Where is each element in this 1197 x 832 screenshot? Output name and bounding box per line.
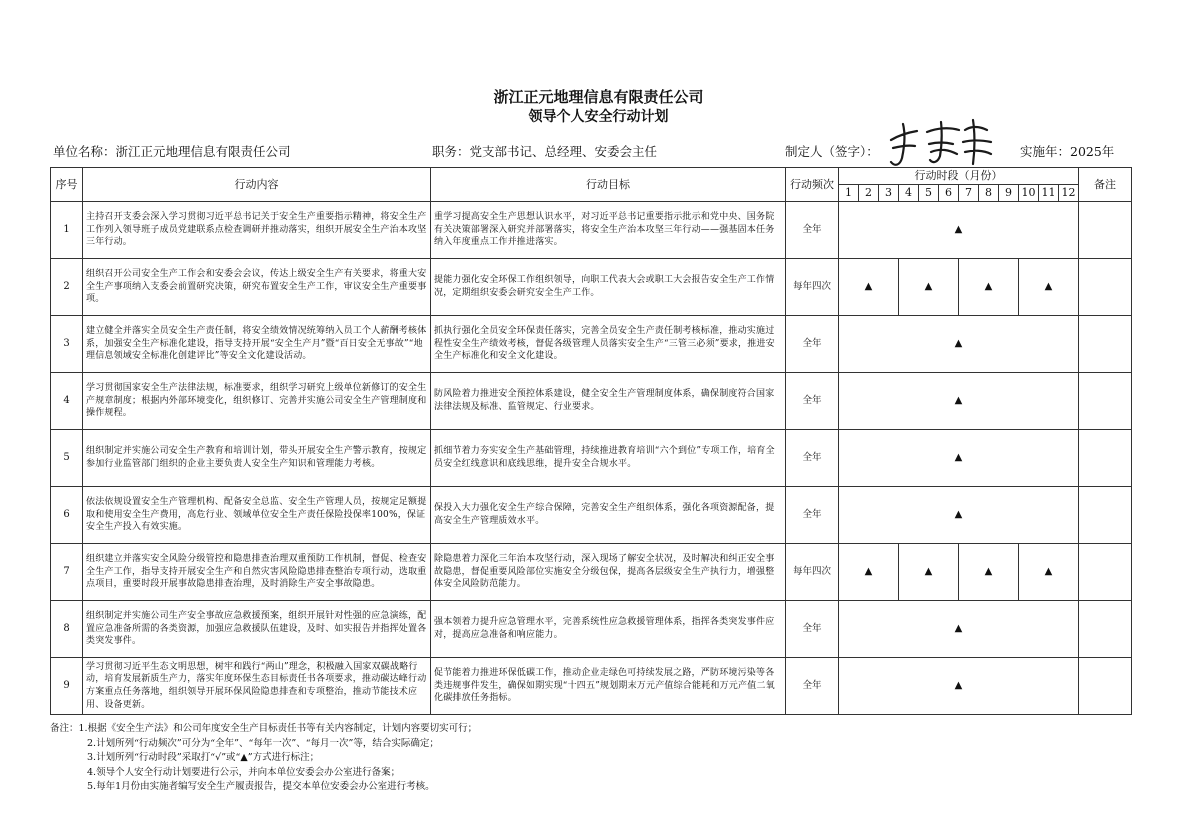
table-row [51,259,1132,316]
col-header-period: 行动时段（月份） [839,168,1079,185]
table-row [51,316,1132,373]
action-goal: 强本领着力提升应急管理水平，完善系统性应急救援管理体系，指挥各类突发事件应对，提高应急准备和响应能力。 [431,601,786,658]
action-content: 依法依规设置安全生产管理机构、配备安全总监、安全生产管理人员，按规定足额提取和使用安全生产费用，高危行业、领域单位安全生产责任保险投保率100%，保证安全生产投入有效实施。 [83,487,431,544]
month-header: 1 [839,185,859,202]
action-plan-table [50,167,1132,715]
note-cell [1079,259,1132,316]
table-row [51,202,1132,259]
month-header: 7 [959,185,979,202]
action-goal: 抓细节着力夯实安全生产基础管理，持续推进教育培训“六个到位”专项工作，培育全员安全红线意识和底线思维，提升安全合规水平。 [431,430,786,487]
period-marker: ▲ [959,544,1019,601]
note-cell [1079,202,1132,259]
row-number: 8 [51,601,83,658]
period-marker: ▲ [899,544,959,601]
action-goal: 抓执行强化全员安全环保责任落实，完善全员安全生产责任制考核标准，推动实施过程性安全生产绩效考核，督促各级管理人员落实安全生产“三管三必须”要求，推进安全生产标准化和安全文化建设。 [431,316,786,373]
action-frequency: 每年四次 [786,544,839,601]
row-number: 4 [51,373,83,430]
table-row [51,658,1132,715]
implementation-year: 实施年：2025年 [1020,144,1115,159]
month-header: 2 [859,185,879,202]
period-marker: ▲ [839,373,1079,430]
unit-name: 单位名称：浙江正元地理信息有限责任公司 [53,144,291,159]
action-content: 主持召开支委会深入学习贯彻习近平总书记关于安全生产重要指示精神，将安全生产工作列入领导班子成员党建联系点检查调研并推动落实，组织开展安全生产治本攻坚三年行动。 [83,202,431,259]
note-item: 3.计划所列“行动时段”采取打“√”或“▲”方式进行标注； [87,752,320,764]
period-marker: ▲ [839,202,1079,259]
period-marker: ▲ [839,658,1079,715]
note-cell [1079,601,1132,658]
period-marker: ▲ [839,601,1079,658]
note-item: 5.每年1月份由实施者编写安全生产履责报告，提交本单位安委会办公室进行考核。 [87,781,435,793]
author-label: 制定人（签字）： [785,144,879,159]
action-goal: 重学习提高安全生产思想认识水平，对习近平总书记重要指示批示和党中央、国务院有关决策部署深入研究并部署落实，将安全生产治本攻坚三年行动——强基固本任务纳入年度重点工作并推进落实。 [431,202,786,259]
period-marker: ▲ [839,544,899,601]
note-cell [1079,430,1132,487]
period-marker: ▲ [959,259,1019,316]
note-item: 1.根据《安全生产法》和公司年度安全生产目标责任书等有关内容制定，计划内容要切实可行； [78,723,478,734]
action-content: 学习贯彻习近平生态文明思想，树牢和践行“两山”理念，积极融入国家双碳战略行动，培育发展新质生产力，落实年度环保生态目标责任书各项要求，推动碳达峰行动方案重点任务落地，组织领导开展环保风险隐患排查和专项整治，推动节能技术应用、设备更新。 [83,658,431,715]
note-cell [1079,373,1132,430]
table-row [51,487,1132,544]
row-number: 1 [51,202,83,259]
action-frequency: 全年 [786,202,839,259]
period-marker: ▲ [1019,259,1079,316]
col-header-note: 备注 [1079,168,1132,202]
month-header: 11 [1039,185,1059,202]
row-number: 7 [51,544,83,601]
row-number: 2 [51,259,83,316]
period-marker: ▲ [1019,544,1079,601]
col-header-frequency: 行动频次 [786,168,839,202]
note-cell [1079,544,1132,601]
action-frequency: 全年 [786,316,839,373]
action-content: 组织制定并实施公司生产安全事故应急救援预案，组织开展针对性强的应急演练，配置应急准备所需的各类资源，加强应急救援队伍建设，及时、如实报告并指挥处置各类突发事件。 [83,601,431,658]
table-row [51,373,1132,430]
action-goal: 防风险着力推进安全预控体系建设，健全安全生产管理制度体系，确保制度符合国家法律法规及标准、监管规定、行业要求。 [431,373,786,430]
period-marker: ▲ [839,430,1079,487]
note-cell [1079,658,1132,715]
action-frequency: 每年四次 [786,259,839,316]
month-header: 6 [939,185,959,202]
note-item: 2.计划所列“行动频次”可分为“全年”、“每年一次”、“每月一次”等，结合实际确定； [87,737,439,749]
period-marker: ▲ [839,487,1079,544]
col-header-no: 序号 [51,168,83,202]
action-frequency: 全年 [786,487,839,544]
row-number: 3 [51,316,83,373]
action-goal: 提能力强化安全环保工作组织领导，向职工代表大会或职工大会报告安全生产工作情况，定期组织安委会研究安全生产工作。 [431,259,786,316]
month-header: 10 [1019,185,1039,202]
table-row [51,601,1132,658]
action-content: 组织制定并实施公司安全生产教育和培训计划，带头开展安全生产警示教育，按规定参加行业监管部门组织的企业主要负责人安全生产知识和管理能力考核。 [83,430,431,487]
row-number: 6 [51,487,83,544]
period-marker: ▲ [839,259,899,316]
month-header: 9 [999,185,1019,202]
period-marker: ▲ [839,316,1079,373]
row-number: 5 [51,430,83,487]
action-goal: 除隐患着力深化三年治本攻坚行动，深入现场了解安全状况，及时解决和纠正安全事故隐患，督促重要风险部位实施安全分级包保，提高各层级安全生产执行力，增强整体安全风险防范能力。 [431,544,786,601]
action-goal: 促节能着力推进环保低碳工作，推动企业走绿色可持续发展之路，严防环境污染等各类违规事件发生，确保如期实现“十四五”规划期末万元产值综合能耗和万元产值二氧化碳排放任务指标。 [431,658,786,715]
plan-title: 领导个人安全行动计划 [528,109,669,125]
notes-label: 备注： [50,723,79,734]
action-frequency: 全年 [786,430,839,487]
notes-section [50,722,477,795]
month-header: 12 [1059,185,1079,202]
row-number: 9 [51,658,83,715]
action-content: 组织召开公司安全生产工作会和安委会会议，传达上级安全生产有关要求，将重大安全生产事项纳入支委会前置研究决策，研究布置安全生产工作，审议安全生产重要事项。 [83,259,431,316]
col-header-goal: 行动目标 [431,168,786,202]
note-cell [1079,487,1132,544]
action-content: 学习贯彻国家安全生产法律法规，标准要求，组织学习研究上级单位新修订的安全生产规章制度；根据内外部环境变化，组织修订、完善并实施公司安全生产管理制度和操作规程。 [83,373,431,430]
table-row [51,544,1132,601]
table-row [51,430,1132,487]
action-frequency: 全年 [786,658,839,715]
action-frequency: 全年 [786,601,839,658]
month-header: 3 [879,185,899,202]
action-content: 建立健全并落实全员安全生产责任制，将安全绩效情况统筹纳入员工个人薪酬考核体系，加强安全生产标准化建设，指导支持开展“安全生产月”暨“百日安全无事故”“地理信息领域安全标准化创建评比”等安全文化建设活动。 [83,316,431,373]
signature [885,118,995,172]
month-header: 5 [919,185,939,202]
month-header: 8 [979,185,999,202]
action-content: 组织建立并落实安全风险分级管控和隐患排查治理双重预防工作机制，督促、检查安全生产工作，指导支持开展安全生产和自然灾害风险隐患排查整治专项行动，选取重点项目，重要时段开展事故隐患排查治理，及时消除生产安全事故隐患。 [83,544,431,601]
note-cell [1079,316,1132,373]
col-header-content: 行动内容 [83,168,431,202]
note-item: 4.领导个人安全行动计划要进行公示，并向本单位安委会办公室进行备案； [87,766,401,778]
company-title: 浙江正元地理信息有限责任公司 [493,88,704,106]
month-header: 4 [899,185,919,202]
action-goal: 保投入大力强化安全生产综合保障，完善安全生产组织体系，强化各项资源配备，提高安全生产管理质效水平。 [431,487,786,544]
period-marker: ▲ [899,259,959,316]
action-frequency: 全年 [786,373,839,430]
position-title: 职务：党支部书记、总经理、安委会主任 [432,144,658,159]
